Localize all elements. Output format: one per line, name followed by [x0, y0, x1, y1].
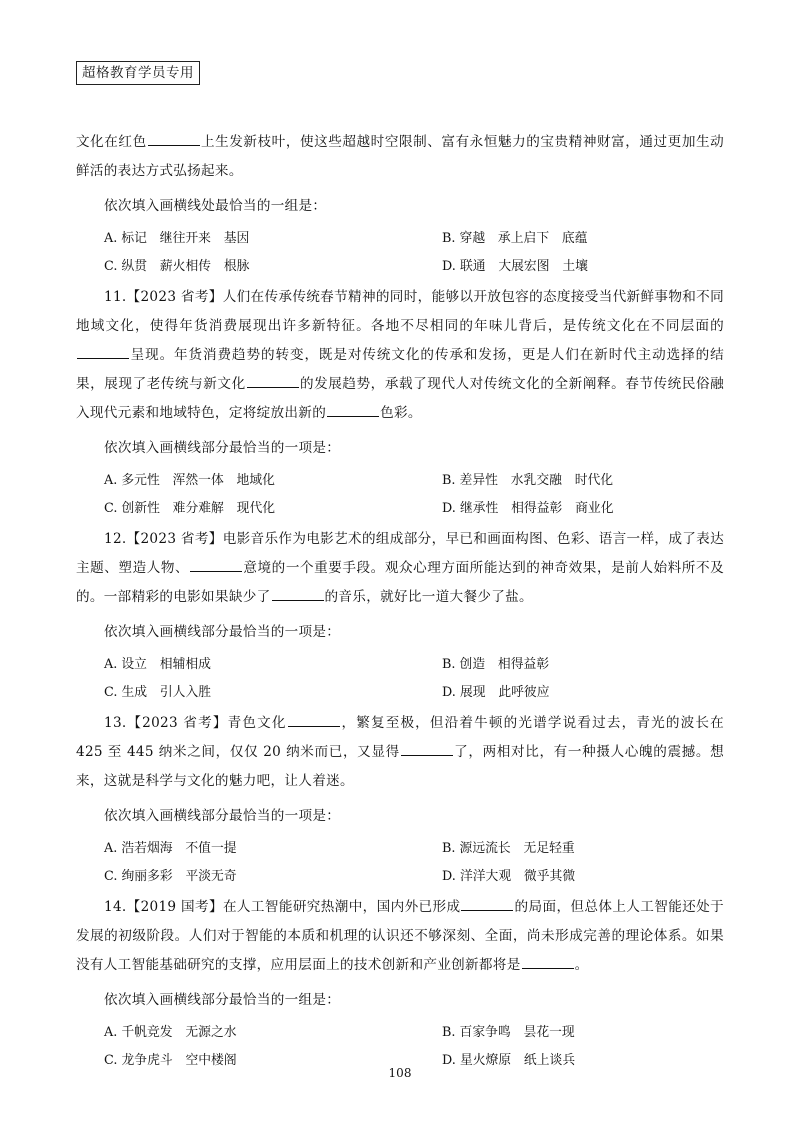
- option-b: B. 百家争鸣 昙花一现: [442, 1025, 575, 1040]
- option-a: A. 设立 相辅相成: [104, 657, 211, 672]
- q11-text-3: 的发展趋势，承载了现代人对传统文化的全新阐释。春节传统民俗融入现代元素和地域特色，定将绽放出新的: [76, 376, 724, 421]
- intro-options: [104, 225, 724, 281]
- answer-blank: [77, 345, 129, 359]
- intro-text-2: 上生发新枝叶，使这些超越时空限制、富有永恒魅力的宝贵精神财富，通过更加生动鲜活的表达方式弘扬起来。: [76, 134, 724, 179]
- question-13: [76, 709, 724, 796]
- question-11: [76, 283, 724, 428]
- q13-options: [104, 835, 724, 891]
- option-d: D. 洋洋大观 微乎其微: [442, 869, 576, 884]
- q13-text-3: 了，两相对比，有一种摄人心魄的震撼。想来，这就是科学与文化的魅力吧，让人着迷。: [76, 744, 724, 789]
- q12-options: [104, 651, 724, 707]
- q12-text-2: 意境的一个重要手段。观众心理方面所能达到的神奇效果，是前人始料所不及的。一部精彩的电影如果缺少了: [76, 560, 724, 605]
- option-b: B. 差异性 水乳交融 时代化: [442, 473, 614, 488]
- q12-text-3: 的音乐，就好比一道大餐少了盐。: [324, 589, 533, 605]
- answer-blank: [327, 403, 379, 417]
- answer-blank: [148, 132, 200, 146]
- q11-prompt: 依次填入画横线部分最恰当的一项是：: [104, 440, 341, 456]
- q13-text-2: ，繁复至极，但沿着牛顿的光谱学说看过去，青光的波长在 425 至 445 纳米之间，仅仅 20 纳米而已，又显得: [76, 715, 724, 760]
- q11-text-2: 呈现。年货消费趋势的转变，既是对传统文化的传承和发扬，更是人们在新时代主动选择的结果，展现了老传统与新文化: [76, 347, 724, 392]
- q12-prompt: 依次填入画横线部分最恰当的一项是：: [104, 624, 341, 640]
- q11-options: [104, 467, 724, 523]
- answer-blank: [461, 897, 513, 911]
- q13-text-1: 13.【2023 省考】青色文化: [104, 715, 287, 731]
- intro-prompt: 依次填入画横线处最恰当的一组是：: [104, 198, 327, 214]
- option-a: A. 千帆竞发 无源之水: [104, 1025, 237, 1040]
- intro-text-1: 文化在红色: [76, 134, 147, 150]
- q12-text-1: 12.【2023 省考】电影音乐作为电影艺术的组成部分，早已和画面构图、色彩、语言一样，成了表达主题、塑造人物、: [76, 531, 724, 576]
- option-c: C. 绚丽多彩 平淡无奇: [104, 869, 237, 884]
- option-b: B. 穿越 承上启下 底蕴: [442, 231, 588, 246]
- page-content: [76, 128, 724, 1075]
- option-a: A. 标记 继往开来 基因: [104, 231, 250, 246]
- answer-blank: [522, 955, 574, 969]
- page-number: 108: [388, 1066, 412, 1080]
- option-a: A. 浩若烟海 不值一提: [104, 841, 237, 856]
- option-d: D. 展现 此呼彼应: [442, 685, 550, 700]
- option-b: B. 创造 相得益彰: [442, 657, 550, 672]
- option-d: D. 继承性 相得益彰 商业化: [442, 501, 614, 516]
- q14-prompt: 依次填入画横线部分最恰当的一组是：: [104, 992, 341, 1008]
- answer-blank: [401, 742, 453, 756]
- option-d: D. 星火燎原 纸上谈兵: [442, 1053, 576, 1068]
- q13-prompt: 依次填入画横线部分最恰当的一项是：: [104, 808, 341, 824]
- q14-text-3: 。: [574, 957, 589, 973]
- answer-blank: [190, 558, 242, 572]
- option-c: C. 创新性 难分难解 现代化: [104, 501, 276, 516]
- option-d: D. 联通 大展宏图 土壤: [442, 259, 588, 274]
- answer-blank: [272, 587, 324, 601]
- q11-text-4: 色彩。: [380, 405, 422, 421]
- option-c: C. 纵贯 薪火相传 根脉: [104, 259, 250, 274]
- header-tag: 超格教育学员专用: [76, 61, 200, 85]
- option-c: C. 生成 引人入胜: [104, 685, 212, 700]
- answer-blank: [247, 374, 299, 388]
- q14-text-1: 14.【2019 国考】在人工智能研究热潮中，国内外已形成: [104, 899, 461, 915]
- option-a: A. 多元性 浑然一体 地域化: [104, 473, 275, 488]
- question-12: [76, 525, 724, 612]
- intro-paragraph: [76, 128, 724, 186]
- question-14: [76, 893, 724, 980]
- q14-text-2: 的局面，但总体上人工智能还处于发展的初级阶段。人们对于智能的本质和机理的认识还不够深刻、全面，尚未形成完善的理论体系。如果没有人工智能基础研究的支撑，应用层面上的技术创新和产业创新都将是: [76, 899, 724, 973]
- option-b: B. 源远流长 无足轻重: [442, 841, 575, 856]
- q11-text-1: 11.【2023 省考】人们在传承传统春节精神的同时，能够以开放包容的态度接受当代新鲜事物和不同地域文化，使得年货消费展现出许多新特征。各地不尽相同的年味儿背后，是传统文化在不同层面的: [76, 289, 724, 334]
- answer-blank: [288, 713, 340, 727]
- option-c: C. 龙争虎斗 空中楼阁: [104, 1053, 237, 1068]
